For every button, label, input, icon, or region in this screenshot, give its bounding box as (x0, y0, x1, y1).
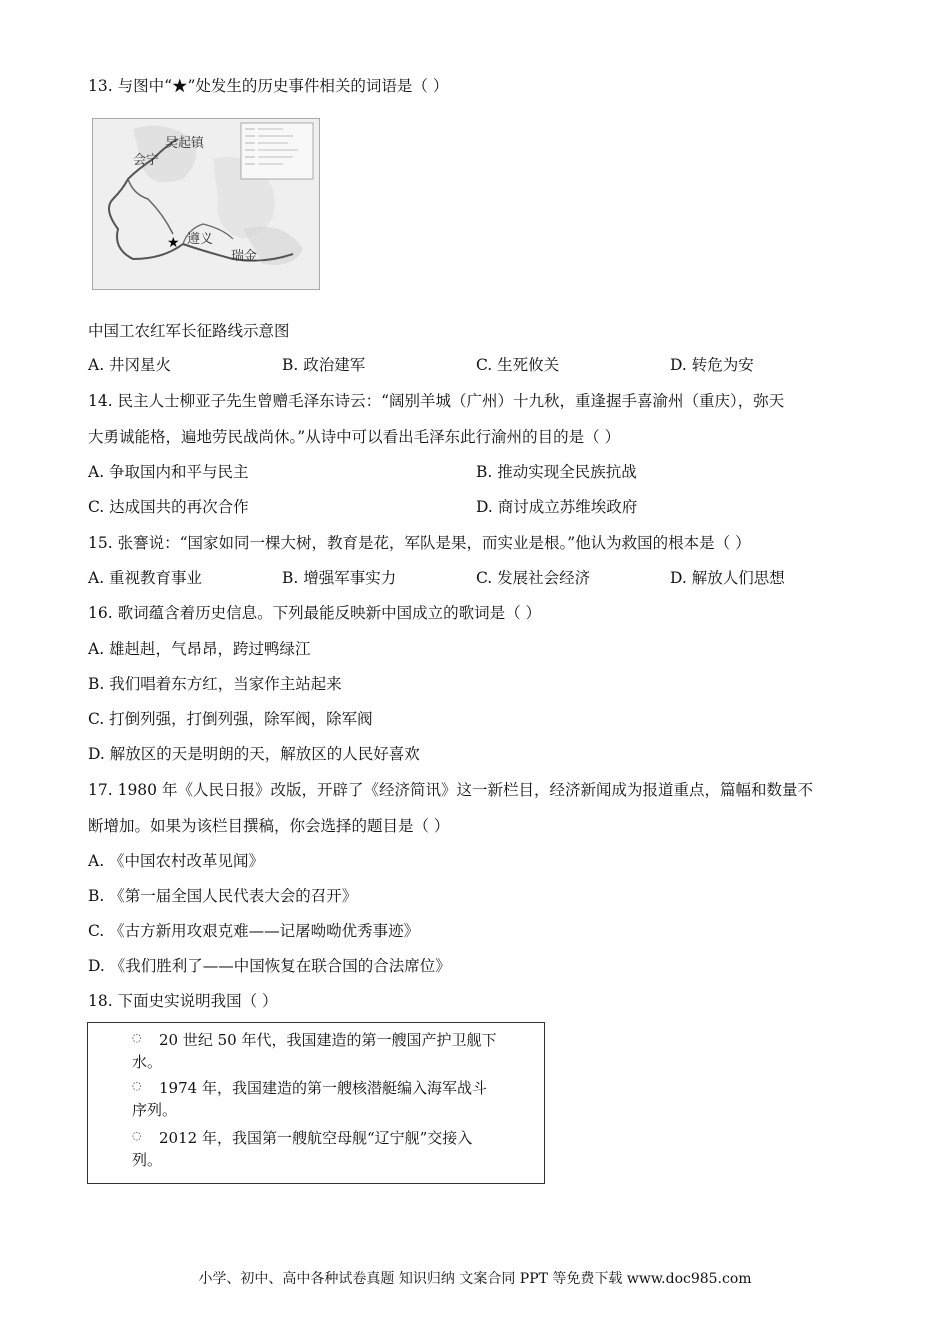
q18-fact-3-line-1: 2012 年，我国第一艘航空母舰“辽宁舰”交接入 (159, 1129, 473, 1147)
question-15: 15. 张謇说：“国家如同一棵大树，教育是花，军队是果，而实业是根。”他认为救国的根本是（ ） (88, 534, 751, 552)
q13-option-b[interactable]: B. 政治建军 (282, 356, 366, 374)
q15-option-d[interactable]: D. 解放人们思想 (670, 569, 785, 587)
q18-fact-2-line-1: 1974 年，我国建造的第一艘核潜艇编入海军战斗 (159, 1079, 487, 1097)
q16-option-b[interactable]: B. 我们唱着东方红，当家作主站起来 (88, 675, 342, 693)
q14-option-a[interactable]: A. 争取国内和平与民主 (88, 463, 249, 481)
question-14-line-2: 大勇诚能格，遍地劳民战尚休。”从诗中可以看出毛泽东此行渝州的目的是（ ） (88, 428, 621, 446)
question-17-line-1: 17. 1980 年《人民日报》改版，开辟了《经济简讯》这一新栏目，经济新闻成为报道重点，篇幅和数量不 (88, 781, 813, 799)
map-caption: 中国工农红军长征路线示意图 (88, 322, 290, 340)
map-label-ruijin: 瑞金 (231, 249, 258, 264)
q17-option-b[interactable]: B. 《第一届全国人民代表大会的召开》 (88, 887, 358, 905)
q13-option-d[interactable]: D. 转危为安 (670, 356, 754, 374)
page-footer: 小学、初中、高中各种试卷真题 知识归纳 文案合同 PPT 等免费下载 www.doc985.com (198, 1271, 752, 1287)
map-label-wuqizhen: 吴起镇 (165, 136, 205, 151)
q14-option-b[interactable]: B. 推动实现全民族抗战 (476, 463, 637, 481)
q13-option-c[interactable]: C. 生死攸关 (476, 356, 560, 374)
question-16: 16. 歌词蕴含着历史信息。下列最能反映新中国成立的歌词是（ ） (88, 604, 542, 622)
q18-facts-box (87, 1022, 545, 1184)
q18-fact-1 (132, 1029, 532, 1073)
radio-icon: ◌ (132, 1079, 142, 1092)
q15-option-c[interactable]: C. 发展社会经济 (476, 569, 591, 587)
q16-option-c[interactable]: C. 打倒列强，打倒列强，除军阀，除军阀 (88, 710, 373, 728)
q18-fact-1-line-1: 20 世纪 50 年代，我国建造的第一艘国产护卫舰下 (159, 1031, 497, 1049)
q18-fact-3 (132, 1127, 532, 1171)
q18-fact-2-line-2: 序列。 (132, 1101, 178, 1119)
q15-option-a[interactable]: A. 重视教育事业 (88, 569, 203, 587)
long-march-map (92, 118, 320, 290)
q17-option-d[interactable]: D. 《我们胜利了——中国恢复在联合国的合法席位》 (88, 957, 451, 975)
map-label-huining: 会宁 (133, 153, 160, 168)
question-17-line-2: 断增加。如果为该栏目撰稿，你会选择的题目是（ ） (88, 817, 450, 835)
q18-fact-2 (132, 1077, 532, 1121)
q16-option-d[interactable]: D. 解放区的天是明朗的天，解放区的人民好喜欢 (88, 745, 420, 763)
svg-text:★: ★ (167, 235, 180, 251)
map-drawing (93, 119, 319, 289)
q16-option-a[interactable]: A. 雄赳赳，气昂昂，跨过鸭绿江 (88, 640, 311, 658)
q17-option-c[interactable]: C. 《古方新用攻艰克难——记屠呦呦优秀事迹》 (88, 922, 420, 940)
radio-icon: ◌ (132, 1129, 142, 1142)
q15-option-b[interactable]: B. 增强军事实力 (282, 569, 397, 587)
radio-icon: ◌ (132, 1031, 142, 1044)
q14-option-d[interactable]: D. 商讨成立苏维埃政府 (476, 498, 638, 516)
q14-option-c[interactable]: C. 达成国共的再次合作 (88, 498, 249, 516)
q17-option-a[interactable]: A. 《中国农村改革见闻》 (88, 852, 265, 870)
q18-fact-3-line-2: 列。 (132, 1151, 163, 1169)
q18-fact-1-line-2: 水。 (132, 1053, 163, 1071)
question-13: 13. 与图中“★”处发生的历史事件相关的词语是（ ） (88, 77, 449, 95)
map-label-zunyi: 遵义 (187, 232, 214, 247)
question-14-line-1: 14. 民主人士柳亚子先生曾赠毛泽东诗云：“阔别羊城（广州）十九秋，重逢握手喜渝州（重庆），弥天 (88, 392, 785, 410)
question-18: 18. 下面史实说明我国（ ） (88, 992, 278, 1010)
q13-option-a[interactable]: A. 井冈星火 (88, 356, 172, 374)
